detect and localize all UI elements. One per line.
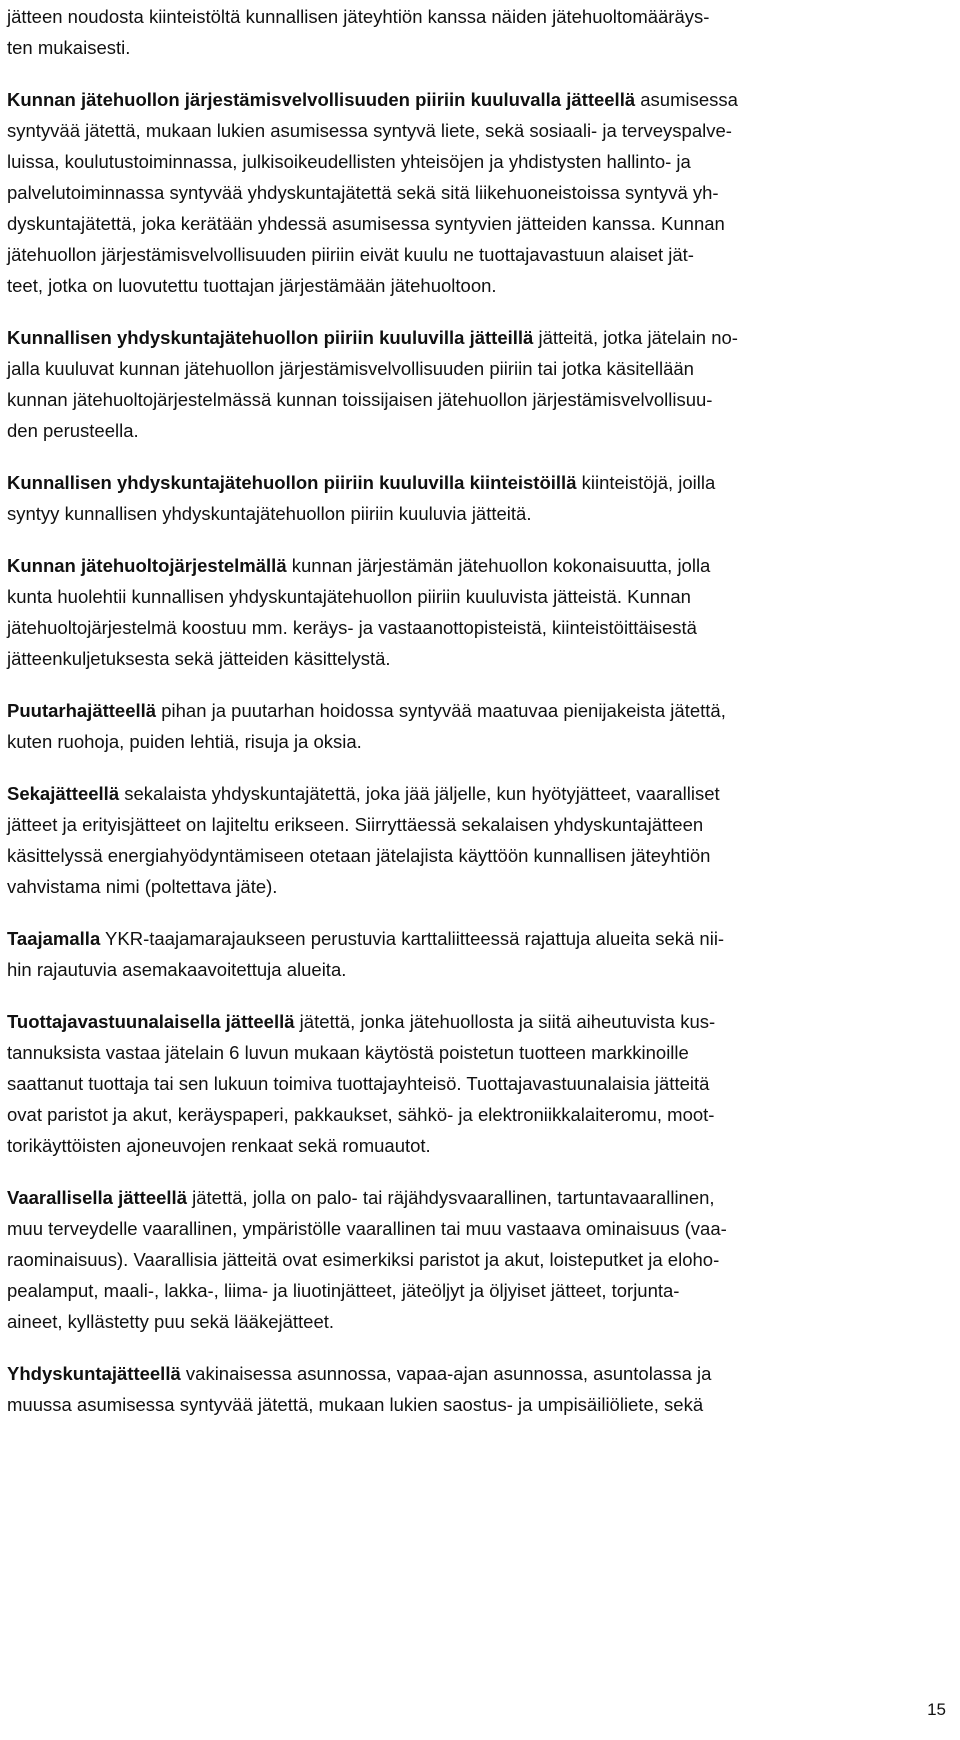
defined-term: Taajamalla bbox=[7, 928, 101, 949]
text-line: muu terveydelle vaarallinen, ympäristölle vaarallinen tai muu vastaava ominaisuus (vaa- bbox=[7, 1218, 727, 1239]
definition-paragraph bbox=[7, 322, 951, 446]
text-line: pihan ja puutarhan hoidossa syntyvää maatuvaa pienijakeista jätettä, bbox=[156, 700, 726, 721]
definition-paragraph bbox=[7, 550, 951, 674]
text-line: jätettä, jolla on palo- tai räjähdysvaarallinen, tartuntavaarallinen, bbox=[187, 1187, 715, 1208]
text-line: syntyy kunnallisen yhdyskuntajätehuollon piiriin kuuluvia jätteitä. bbox=[7, 503, 532, 524]
page-number: 15 bbox=[927, 1700, 946, 1719]
text-line: muussa asumisessa syntyvää jätettä, mukaan lukien saostus- ja umpisäiliöliete, sekä bbox=[7, 1394, 704, 1415]
defined-term: Tuottajavastuunalaisella jätteellä bbox=[7, 1011, 295, 1032]
text-line: vahvistama nimi (poltettava jäte). bbox=[7, 876, 278, 897]
text-line: palvelutoiminnassa syntyvää yhdyskuntajätettä sekä sitä liikehuoneistoissa syntyvä yh- bbox=[7, 182, 719, 203]
text-line: asumisessa bbox=[635, 89, 738, 110]
document-page bbox=[7, 0, 951, 1420]
text-line: saattanut tuottaja tai sen lukuun toimiva tuottajayhteisö. Tuottajavastuunalaisia jätteitä bbox=[7, 1073, 710, 1094]
text-line: raominaisuus). Vaarallisia jätteitä ovat esimerkiksi paristot ja akut, loisteputket ja eloho- bbox=[7, 1249, 720, 1270]
text-line: ovat paristot ja akut, keräyspaperi, pakkaukset, sähkö- ja elektroniikkalaiteromu, moot- bbox=[7, 1104, 715, 1125]
text-line: torikäyttöisten ajoneuvojen renkaat sekä romuautot. bbox=[7, 1135, 431, 1156]
text-line: syntyvää jätettä, mukaan lukien asumisessa syntyvä liete, sekä sosiaali- ja terveyspalve- bbox=[7, 120, 732, 141]
definition-paragraph bbox=[7, 1358, 951, 1420]
paragraph-continuation bbox=[7, 1, 951, 63]
text-line: teet, jotka on luovutettu tuottajan järjestämään jätehuoltoon. bbox=[7, 275, 497, 296]
text-line: sekalaista yhdyskuntajätettä, joka jää jäljelle, kun hyötyjätteet, vaaralliset bbox=[119, 783, 720, 804]
text-line: jätettä, jonka jätehuollosta ja siitä aiheutuvista kus- bbox=[294, 1011, 716, 1032]
text-line: den perusteella. bbox=[7, 420, 139, 441]
text-line: ten mukaisesti. bbox=[7, 37, 131, 58]
text-line: jalla kuuluvat kunnan jätehuollon järjestämisvelvollisuuden piiriin tai jotka käsitellään bbox=[7, 358, 694, 379]
defined-term: Yhdyskuntajätteellä bbox=[7, 1363, 181, 1384]
text-line: jätteitä, jotka jätelain no- bbox=[533, 327, 738, 348]
definition-paragraph bbox=[7, 84, 951, 301]
defined-term: Kunnallisen yhdyskuntajätehuollon piiriin kuuluvilla kiinteistöillä bbox=[7, 472, 577, 493]
text-line: luissa, koulutustoiminnassa, julkisoikeudellisten yhteisöjen ja yhdistysten hallinto- ja bbox=[7, 151, 691, 172]
text-line: dyskuntajätettä, joka kerätään yhdessä asumisessa syntyvien jätteiden kanssa. Kunnan bbox=[7, 213, 725, 234]
definition-paragraph bbox=[7, 778, 951, 902]
text-line: kuten ruohoja, puiden lehtiä, risuja ja oksia. bbox=[7, 731, 362, 752]
definition-paragraph bbox=[7, 695, 951, 757]
text-line: jätteet ja erityisjätteet on lajiteltu erikseen. Siirryttäessä sekalaisen yhdyskuntajätteen bbox=[7, 814, 704, 835]
text-line: jätteenkuljetuksesta sekä jätteiden käsittelystä. bbox=[7, 648, 391, 669]
text-line: jätteen noudosta kiinteistöltä kunnallisen jäteyhtiön kanssa näiden jätehuoltomääräys- bbox=[7, 6, 710, 27]
text-line: YKR-taajamarajaukseen perustuvia karttaliitteessä rajattuja alueita sekä nii- bbox=[100, 928, 725, 949]
text-line: kunta huolehtii kunnallisen yhdyskuntajätehuollon piiriin kuuluvista jätteistä. Kunnan bbox=[7, 586, 691, 607]
text-line: kunnan järjestämän jätehuollon kokonaisuutta, jolla bbox=[286, 555, 711, 576]
text-line: jätehuollon järjestämisvelvollisuuden piiriin eivät kuulu ne tuottajavastuun alaiset jät- bbox=[7, 244, 694, 265]
defined-term: Kunnallisen yhdyskuntajätehuollon piiriin kuuluvilla jätteillä bbox=[7, 327, 534, 348]
defined-term: Kunnan jätehuollon järjestämisvelvollisuuden piiriin kuuluvalla jätteellä bbox=[7, 89, 636, 110]
text-line: jätehuoltojärjestelmä koostuu mm. keräys- ja vastaanottopisteistä, kiinteistöittäisestä bbox=[7, 617, 697, 638]
definition-paragraph bbox=[7, 923, 951, 985]
defined-term: Sekajätteellä bbox=[7, 783, 120, 804]
text-line: käsittelyssä energiahyödyntämiseen otetaan jätelajista käyttöön kunnallisen jäteyhtiön bbox=[7, 845, 711, 866]
definition-paragraph bbox=[7, 1006, 951, 1161]
definition-paragraph bbox=[7, 467, 951, 529]
defined-term: Vaarallisella jätteellä bbox=[7, 1187, 187, 1208]
text-line: aineet, kyllästetty puu sekä lääkejätteet. bbox=[7, 1311, 335, 1332]
definition-paragraph bbox=[7, 1182, 951, 1337]
text-line: pealamput, maali-, lakka-, liima- ja liuotinjätteet, jäteöljyt ja öljyiset jätteet, torjunta- bbox=[7, 1280, 680, 1301]
text-line: kunnan jätehuoltojärjestelmässä kunnan toissijaisen jätehuollon järjestämisvelvollisuu- bbox=[7, 389, 713, 410]
text-line: hin rajautuvia asemakaavoitettuja alueita. bbox=[7, 959, 347, 980]
text-line: kiinteistöjä, joilla bbox=[576, 472, 716, 493]
defined-term: Puutarhajätteellä bbox=[7, 700, 157, 721]
text-line: vakinaisessa asunnossa, vapaa-ajan asunnossa, asuntolassa ja bbox=[180, 1363, 712, 1384]
text-line: tannuksista vastaa jätelain 6 luvun mukaan käytöstä poistetun tuotteen markkinoille bbox=[7, 1042, 689, 1063]
defined-term: Kunnan jätehuoltojärjestelmällä bbox=[7, 555, 287, 576]
document-body bbox=[7, 1, 951, 1420]
